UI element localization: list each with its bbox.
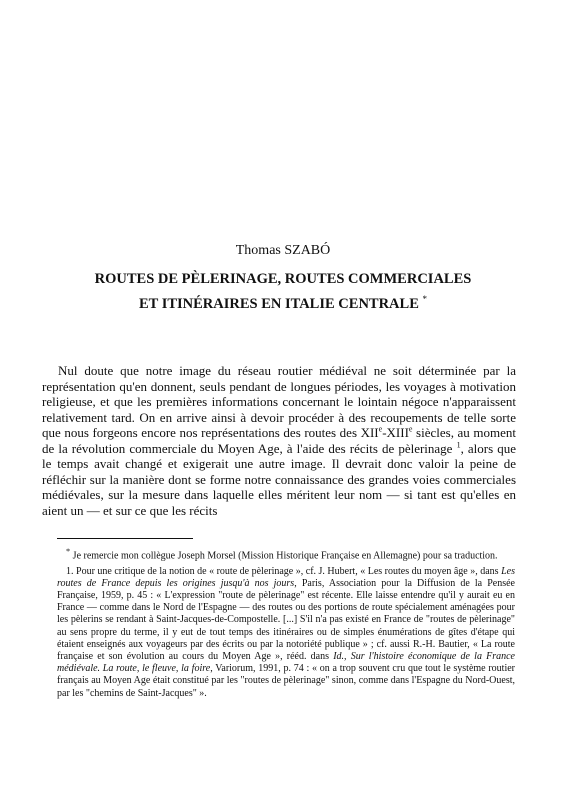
footnote-1-part-a: 1. Pour une critique de la notion de « route de pèlerinage », cf. J. Hubert, « Les routes du moyen âge », dans — [66, 565, 502, 577]
body-text-4: , alors que le temps avait changé et exigerait une autre image. Il devrait donc valoir la peine de réfléchir sur la manière dont se forme notre connaissance des grandes voies commerciales médiévales, sur la mesure dans laquelle elles méritent leur nom — si tant est qu'elles en aient un — et sur ce que les récits — [42, 440, 517, 518]
body-text-2: -XIII — [382, 425, 409, 440]
body-paragraph — [42, 363, 516, 518]
title-line-1: ROUTES DE PÈLERINAGE, ROUTES COMMERCIALES — [94, 271, 472, 287]
body-text-3: siècles, au moment de la révolution commerciale du Moyen Age, à l'aide des récits de pèlerinage — [42, 425, 516, 456]
title-footnote-marker: * — [422, 294, 427, 304]
footnote-separator — [57, 538, 193, 539]
superscript-e-1: e — [378, 424, 383, 434]
footnote-star-text: Je remercie mon collègue Joseph Morsel (Mission Historique Française en Allemagne) pour sa traduction. — [70, 550, 498, 562]
footnote-1 — [57, 566, 515, 700]
title-line-2-text: ET ITINÉRAIRES EN ITALIE CENTRALE — [138, 295, 419, 312]
footnote-star-marker: * — [66, 547, 71, 556]
footnotes — [57, 546, 515, 703]
footnote-1-part-b: , Paris, Association pour la Diffusion de la Pensée Française, 1959, p. 45 : « L'expression "route de pèlerinage" est récente. Elle laisse entendre qu'il y aurait eu en France — comme dans le Nord de l'Espagne — des routes ou des portions de route spécialement aménagées pour les pèlerins se rendant à Saint-Jacques-de-Compostelle. [...] S'il n'a pas existé en France de "routes de pèlerinage" au sens propre du terme, il y eut de tout temps des itinéraires ou de simples énumérations de gîtes d'étape qui étaient enseignés aux voyageurs par des écrits ou par la notoriété publique » ; cf. aussi R.-H. Bautier, « La route française et son évolution au cours du Moyen Age », rééd. dans — [57, 577, 515, 662]
superscript-e-2: e — [408, 424, 413, 434]
title-line-2 — [30, 289, 536, 314]
footnote-ref-1: 1 — [456, 440, 461, 450]
article-title — [30, 269, 536, 314]
footnote-1-italic-a: Les routes de France depuis les origines jusqu'à nos jours — [57, 565, 515, 589]
footnote-star — [57, 546, 515, 563]
footnote-1-part-c: , Variorum, 1991, p. 74 : « on a trop souvent cru que tout le système routier français au Moyen Age était constitué par les "routes de pèlerinage" sinon, comme dans l'Espagne du Nord-Ouest, par les "chemins de Saint-Jacques" ». — [57, 663, 516, 699]
body-text-1: Nul doute que notre image du réseau routier médiéval ne soit déterminée par la représentation qu'en donnent, seuls pendant de longues périodes, les voyages à motivation religieuse, et que les premières informations concernant le lointain négoce n'apparaissent relativement tard. On en arrive ainsi à devoir procéder à des recoupements de telle sorte que nous forgeons encore nos représentations des routes des XII — [42, 363, 516, 440]
footnote-1-italic-b: Id., Sur l'histoire économique de la France médiévale. La route, le fleuve, la foire — [57, 650, 515, 675]
author-name: Thomas SZABÓ — [235, 243, 331, 258]
